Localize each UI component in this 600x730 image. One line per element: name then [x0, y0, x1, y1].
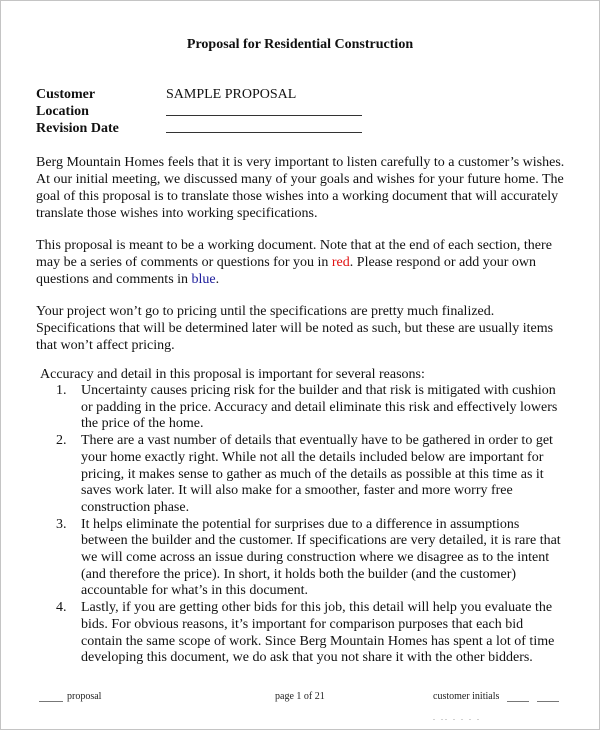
- list-number: 2.: [56, 433, 67, 449]
- list-item: [56, 433, 566, 517]
- list-text: There are a vast number of details that eventually have to be gathered in order to get your home exactly right. While not all the details included below are important for pricing, it makes sense to gather as much of the details as possible at this time as it saves work later. It will also make for a smoother, faster and more worry free construction phase.: [81, 433, 553, 515]
- page-indicator: page 1 of 21: [275, 691, 325, 702]
- list-number: 1.: [56, 383, 67, 398]
- proposal-blank-line: [39, 693, 63, 702]
- revision-date-label: Revision Date: [36, 121, 119, 136]
- initials-blank-2: [537, 693, 559, 702]
- revision-date-blank-line: [166, 120, 362, 133]
- pricing-paragraph: Your project won’t go to pricing until the specifications are pretty much finalized. Specifications that will be determined later will be noted as such, but these are usually items that won’t affect pricing.: [36, 304, 554, 353]
- list-text: It helps eliminate the potential for surprises due to a difference in assumptions between the builder and the customer. If specifications are very detailed, it is rare that we will come across an issue during construction where we disagree as to the intent (and therefore the price). In short, it holds both the builder (and the customer) accountable for what’s in this document.: [81, 516, 561, 599]
- customer-field: [36, 86, 362, 103]
- document-title: Proposal for Residential Construction: [186, 37, 414, 52]
- reasons-list: [56, 383, 566, 667]
- footer-right: [433, 691, 559, 702]
- footer-left: [39, 691, 101, 702]
- p2-text-start: This proposal is meant to be a working document. Note that at the end of each section, there may be a series of comments or questions for you in: [36, 238, 552, 270]
- proposal-fields: [36, 86, 362, 137]
- p2-text-end: .: [215, 272, 220, 287]
- list-item: [56, 517, 566, 601]
- list-item: [56, 383, 566, 433]
- revision-date-field: [36, 120, 362, 137]
- list-text: Uncertainty causes pricing risk for the builder and that risk is mitigated with cushion or padding in the price. Accuracy and detail eliminate this risk and effectively lowers the price of the home.: [81, 383, 558, 432]
- intro-paragraph: Berg Mountain Homes feels that it is very important to listen carefully to a customer’s wishes. At our initial meeting, we discussed many of your goals and wishes for your future home. The goal of this proposal is to translate those wishes into a working document that will accurately translate those wishes into working specifications.: [36, 155, 565, 221]
- location-label: Location: [36, 104, 89, 119]
- initials-blank-1: [507, 693, 529, 702]
- customer-label: Customer: [36, 87, 96, 102]
- list-number: 4.: [56, 600, 67, 616]
- reasons-intro: Accuracy and detail in this proposal is important for several reasons:: [40, 367, 425, 382]
- location-blank-line: [166, 103, 362, 116]
- customer-initials-label: customer initials: [433, 691, 500, 702]
- working-document-paragraph: [36, 237, 566, 288]
- customer-value: SAMPLE PROPOSAL: [166, 87, 297, 102]
- list-text: Lastly, if you are getting other bids for this job, this detail will help you evaluate the bids. For obvious reasons, it’s important for comparison purposes that each bid contain the same scope of work. Since Berg Mountain Homes has spent a lot of time developing this document, we do ask that you not share it with the other bidders.: [81, 600, 555, 666]
- list-item: [56, 600, 566, 667]
- footer-faint-text: . .. . . . .: [433, 713, 481, 722]
- location-field: [36, 103, 362, 120]
- list-number: 3.: [56, 516, 67, 532]
- footer-proposal-label: proposal: [67, 691, 102, 702]
- red-keyword: red: [331, 255, 350, 270]
- blue-keyword: blue: [191, 272, 216, 287]
- p2-text-middle: . Please respond or add your own questions and comments in: [36, 255, 537, 287]
